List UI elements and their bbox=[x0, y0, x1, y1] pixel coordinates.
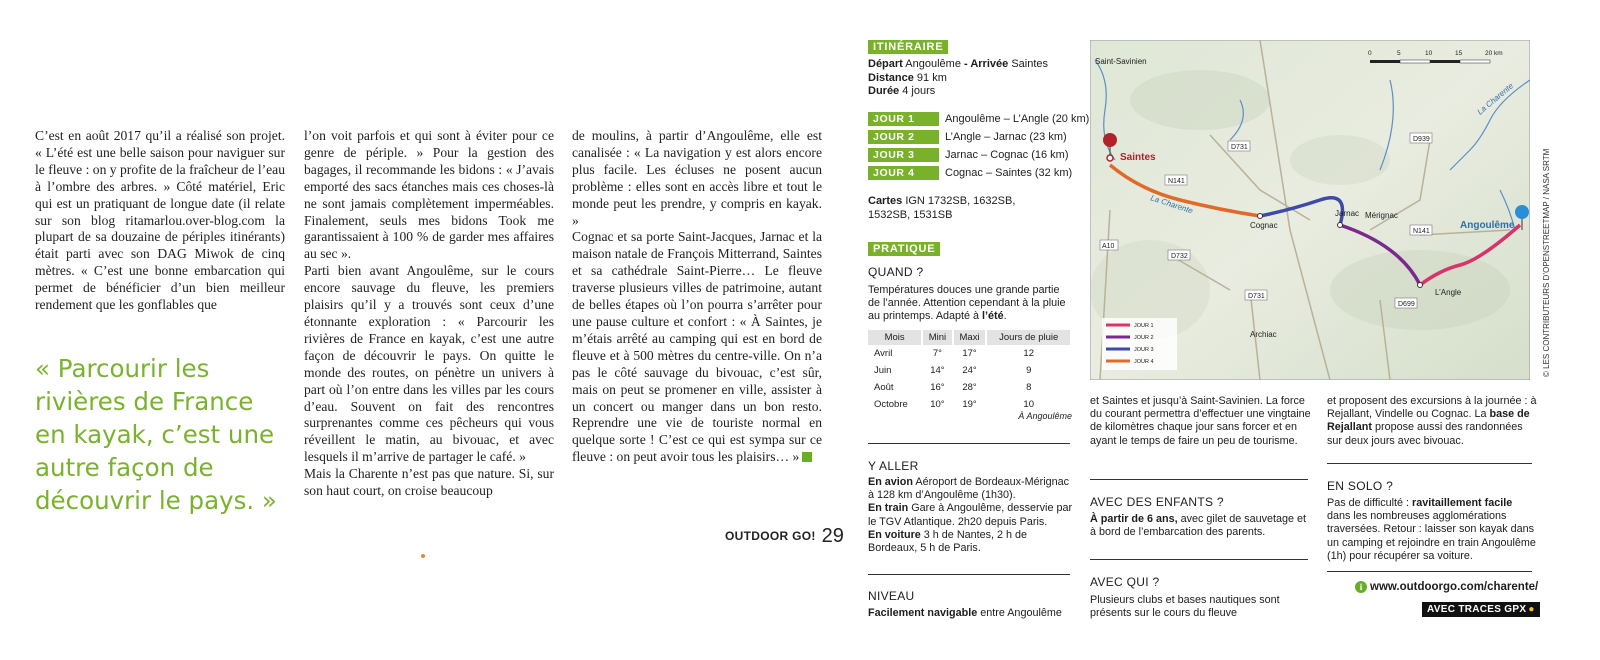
road-label: N141 bbox=[1168, 178, 1185, 185]
gpx-label: AVEC TRACES GPX bbox=[1427, 604, 1527, 615]
when-text-bold: l’été bbox=[982, 310, 1004, 323]
maps-info bbox=[868, 195, 1028, 222]
road-label: D699 bbox=[1398, 301, 1415, 308]
website-url: www.outdoorgo.com/charente/ bbox=[1370, 581, 1539, 593]
itinerary-summary bbox=[868, 58, 1078, 99]
map-credit bbox=[1534, 148, 1551, 380]
gpx-badge[interactable] bbox=[1422, 602, 1540, 617]
day-row bbox=[868, 148, 1069, 162]
when-text bbox=[868, 284, 1073, 324]
table-source: À Angoulême bbox=[1018, 411, 1072, 421]
divider bbox=[1327, 571, 1532, 572]
who-text: Plusieurs clubs et bases nautiques sont présents sur le cours du fleuve bbox=[1090, 594, 1280, 620]
day-text: Angoulême – L’Angle (20 km) bbox=[945, 113, 1090, 125]
day-tag: JOUR 3 bbox=[868, 148, 939, 162]
article-paragraph: Mais la Charente n’est pas que nature. Si, sur son haut court, on croise beaucoup bbox=[304, 466, 554, 499]
town-label: Jarnac bbox=[1335, 209, 1360, 218]
info-icon: i bbox=[1355, 581, 1367, 593]
road-label: D731 bbox=[1248, 293, 1265, 300]
town-dot bbox=[1338, 223, 1343, 228]
day-row bbox=[868, 112, 1089, 126]
route-map bbox=[1090, 40, 1530, 380]
table-cell: 8 bbox=[1026, 382, 1032, 393]
divider bbox=[1090, 559, 1308, 560]
article-paragraph: de moulins, à partir d’Angoulême, elle est canalisée : « La navigation y est alors encore plus facile. Les écluses ne posent aucun problème : elles sont en accès libre et tout le monde peut les prendre, y compris en kayak. » bbox=[572, 128, 822, 228]
who-title: AVEC QUI ? bbox=[1090, 575, 1160, 589]
day-text: Cognac – Saintes (32 km) bbox=[945, 167, 1073, 179]
divider bbox=[868, 574, 1070, 575]
car-label: En voiture bbox=[868, 528, 921, 541]
article-paragraph bbox=[572, 229, 822, 466]
town-dot bbox=[1418, 283, 1423, 288]
day-tag: JOUR 4 bbox=[868, 166, 939, 180]
legend-label: JOUR 2 bbox=[1134, 335, 1154, 341]
who-cont-b: propose aussi des randonnées sur deux jours avec bivouac. bbox=[1327, 421, 1523, 447]
print-dot bbox=[421, 554, 425, 558]
table-cell: 10° bbox=[930, 399, 945, 410]
solo-text bbox=[1327, 497, 1537, 563]
table-row bbox=[868, 379, 1071, 396]
road-label: D732 bbox=[1171, 253, 1188, 260]
train-text: Gare à Angoulême, desservie par le TGV Atlantique. 2h20 depuis Paris. bbox=[868, 502, 1073, 528]
town-label: Archiac bbox=[1250, 330, 1277, 339]
kids-bold: À partir de 6 ans, bbox=[1090, 513, 1178, 525]
car-text: 3 h de Nantes, 2 h de Bordeaux, 5 h de Paris. bbox=[868, 528, 1028, 555]
map-credit-text: © LES CONTRIBUTEURS D’OPENSTREETMAP / NASA SRTM bbox=[1542, 148, 1551, 377]
page-number: 29 bbox=[821, 525, 844, 547]
level-text bbox=[868, 607, 1073, 620]
solo-title: EN SOLO ? bbox=[1327, 479, 1394, 493]
town-label: Saintes bbox=[1120, 152, 1156, 163]
river-label: La Charente bbox=[1475, 81, 1516, 117]
duration-value: 4 jours bbox=[902, 85, 936, 97]
road-label: N141 bbox=[1413, 228, 1430, 235]
article-column-2 bbox=[304, 128, 554, 500]
article-column-1 bbox=[35, 128, 285, 314]
day-tag: JOUR 1 bbox=[868, 112, 939, 126]
depart-label: Départ bbox=[868, 58, 903, 70]
practical-tag: PRATIQUE bbox=[868, 242, 940, 256]
table-cell: Avril bbox=[874, 348, 893, 359]
day-text: L’Angle – Jarnac (23 km) bbox=[945, 131, 1067, 143]
solo-text-a: Pas de difficulté : bbox=[1327, 497, 1413, 509]
table-cell: Octobre bbox=[874, 399, 908, 410]
road-label: D731 bbox=[1231, 144, 1248, 151]
solo-text-b: dans les nombreuses agglomérations traversées. Retour : laisser son kayak dans un camping et rejoindre en train Angoulême (1h) pour récupérer sa voiture. bbox=[1327, 510, 1536, 562]
day-row bbox=[868, 130, 1067, 144]
plane-text: Aéroport de Bordeaux-Mérignac à 128 km d’Angoulême (1h30). bbox=[868, 476, 1070, 502]
level-text-a: entre Angoulême bbox=[980, 607, 1062, 619]
legend-label: JOUR 1 bbox=[1134, 323, 1154, 329]
train-label: En train bbox=[868, 502, 909, 515]
website-link[interactable] bbox=[1355, 581, 1538, 593]
plane-label: En avion bbox=[868, 476, 913, 488]
table-header: Mini bbox=[922, 330, 952, 345]
arrival-value: Saintes bbox=[1011, 58, 1049, 70]
table-cell: 17° bbox=[962, 348, 977, 359]
getting-there-text bbox=[868, 476, 1073, 555]
kids-title: AVEC DES ENFANTS ? bbox=[1090, 495, 1224, 509]
table-cell: Juin bbox=[874, 365, 892, 376]
day-text: Jarnac – Cognac (16 km) bbox=[945, 149, 1069, 161]
table-header: Jours de pluie bbox=[986, 330, 1071, 345]
town-label: L’Angle bbox=[1435, 288, 1462, 297]
kids-text bbox=[1090, 513, 1312, 539]
table-cell: 12 bbox=[1023, 348, 1034, 359]
town-label: Mérignac bbox=[1365, 211, 1398, 220]
map-legend bbox=[1102, 318, 1177, 370]
map-pin-icon: ● bbox=[1528, 604, 1535, 615]
article-paragraph: Parti bien avant Angoulême, sur le cours encore sauvage du fleuve, les premiers plaisirs qu’il y a trouvés sont ceux d’une étonnante exploration : « Parcourir les rivières de France en kayak, c’est une autre façon de découvrir le pays. On quitte le monde des routes, on pénètre un univers à part où l’on entre dans les villes par les cours d’eau. Souvent on fait des rencontres surprenantes comme ces pêcheurs qui vous réveillent le matin, au bivouac, et avec lesquels il m’arrive de partager le café. » bbox=[304, 263, 554, 465]
getting-there-title: Y ALLER bbox=[868, 459, 919, 473]
page-folio bbox=[725, 525, 844, 548]
table-header: Maxi bbox=[953, 330, 987, 345]
table-cell: 14° bbox=[930, 365, 945, 376]
solo-bold: ravitaillement facile bbox=[1412, 497, 1513, 509]
scale-tick: 0 bbox=[1368, 50, 1372, 57]
distance-value: 91 km bbox=[916, 71, 947, 84]
arrival-label: - Arrivée bbox=[964, 58, 1009, 70]
article-column-3 bbox=[572, 128, 822, 466]
itinerary-tag: ITINÉRAIRE bbox=[868, 40, 948, 54]
weather-table bbox=[868, 330, 1072, 413]
level-bold: Facilement navigable bbox=[868, 607, 978, 619]
magazine-brand: OUTDOOR GO! bbox=[725, 529, 816, 543]
table-cell: 9 bbox=[1026, 365, 1032, 376]
table-row bbox=[868, 362, 1071, 379]
day-row bbox=[868, 166, 1072, 180]
town-label: Angoulême bbox=[1460, 220, 1515, 231]
table-cell: 16° bbox=[930, 382, 945, 393]
town-label: Saint-Savinien bbox=[1095, 57, 1147, 66]
who-cont-a: et proposent des excursions à la journée : à Rejallant, Vindelle ou Cognac. La bbox=[1327, 395, 1537, 421]
day-tag: JOUR 2 bbox=[868, 130, 939, 144]
table-header: Mois bbox=[868, 330, 922, 345]
legend-label: JOUR 4 bbox=[1134, 359, 1154, 365]
river-label: La Charente bbox=[1149, 193, 1195, 216]
table-cell: 19° bbox=[962, 399, 977, 410]
maps-label: Cartes bbox=[868, 195, 903, 207]
level-title: NIVEAU bbox=[868, 589, 915, 603]
article-paragraph: l’on voit parfois et qui sont à éviter pour ce genre de périple. » Pour la gestion des bagages, il recommande les bidons : « J’avais emporté des sacs étanches mais ces choses-là ne sont jamais complètement imperméables. Finalement, seuls mes bidons Took me garantissaient à 100 % de garder mes affaires au sec ». bbox=[304, 128, 554, 262]
table-row bbox=[868, 345, 1071, 362]
table-cell: Août bbox=[874, 382, 894, 393]
duration-label: Durée bbox=[868, 85, 900, 97]
scale-tick: 20 km bbox=[1485, 50, 1503, 57]
depart-value: Angoulême bbox=[905, 58, 961, 70]
town-dot bbox=[1258, 214, 1263, 219]
level-text-continued: et Saintes et jusqu’à Saint-Savinien. La force du courant permettra d’effectuer une vingtaine de kilomètres chaque jour sans forcer et en ayant le temps de faire un peu de tourisme. bbox=[1090, 395, 1311, 447]
table-cell: 10 bbox=[1023, 399, 1034, 410]
table-cell: 24° bbox=[962, 365, 977, 376]
table-header-row bbox=[868, 330, 1071, 345]
maps-value: IGN 1732SB, 1632SB, 1532SB, 1531SB bbox=[868, 195, 1016, 221]
table-cell: 28° bbox=[962, 382, 977, 393]
end-mark-icon bbox=[802, 452, 812, 462]
pull-quote: « Parcourir les rivières de France en kayak, c’est une autre façon de découvrir le pays. » bbox=[35, 354, 277, 515]
scale-tick: 15 bbox=[1455, 50, 1463, 57]
road-label: D939 bbox=[1413, 136, 1430, 143]
when-title: QUAND ? bbox=[868, 265, 924, 279]
divider bbox=[1090, 479, 1308, 480]
when-text-a: Températures douces une grande partie de l’année. Attention cependant à la pluie au printemps. Adapté à bbox=[868, 284, 1066, 323]
divider bbox=[868, 443, 1070, 444]
article-paragraph: C’est en août 2017 qu’il a réalisé son projet. « L’été est une belle saison pour naviguer sur le fleuve : on y profite de la fraîcheur de l’eau à l’ombre des arbres. » Côté matériel, Eric qui est un pratiquant de longue date (il relate sur son blog ritamarlou.over-blog.com la plupart de sa douzaine de périples itinérants) était parti avec son DAG Miwok de cinq mètres. « C’est une bonne embarcation qui permet de bénéficier d’un bien meilleur rendement que les gonflables que bbox=[35, 128, 285, 313]
divider bbox=[1327, 463, 1532, 464]
who-text-continued bbox=[1327, 395, 1537, 448]
article-text: Cognac et sa porte Saint-Jacques, Jarnac et la maison natale de François Mitterrand, Saintes et sa cathédrale Saint-Pierre… Le fleuve traverse plusieurs villes de patrimoine, autant de belles étapes où l’on pourra s’arrêter pour une pause culture et confort : « À Saintes, je m’étais arrêté au camping qui est en bord de fleuve et à 500 mètres du centre-ville. On n’a pas le côté sauvage du bivouac, c’est sûr, mais on peut se promener en ville, assister à un concert ou manger dans un bon resto. Reprendre une vie de touriste normal en quelque sorte ! C’est ce qui est sympa sur ce fleuve : on peut avoir tous les plaisirs… » bbox=[572, 229, 822, 465]
who-cont-bold: base de Rejallant bbox=[1327, 408, 1530, 434]
kids-text-a: avec gilet de sauvetage et à bord de l’embarcation des parents. bbox=[1090, 513, 1307, 539]
when-text-c: . bbox=[1003, 310, 1007, 323]
scale-tick: 5 bbox=[1397, 50, 1401, 57]
distance-label: Distance bbox=[868, 71, 914, 84]
table-cell: 7° bbox=[932, 348, 942, 359]
legend-label: JOUR 3 bbox=[1134, 347, 1154, 353]
scale-tick: 10 bbox=[1425, 50, 1433, 57]
town-label: Cognac bbox=[1250, 221, 1278, 230]
road-label: A10 bbox=[1102, 243, 1115, 250]
